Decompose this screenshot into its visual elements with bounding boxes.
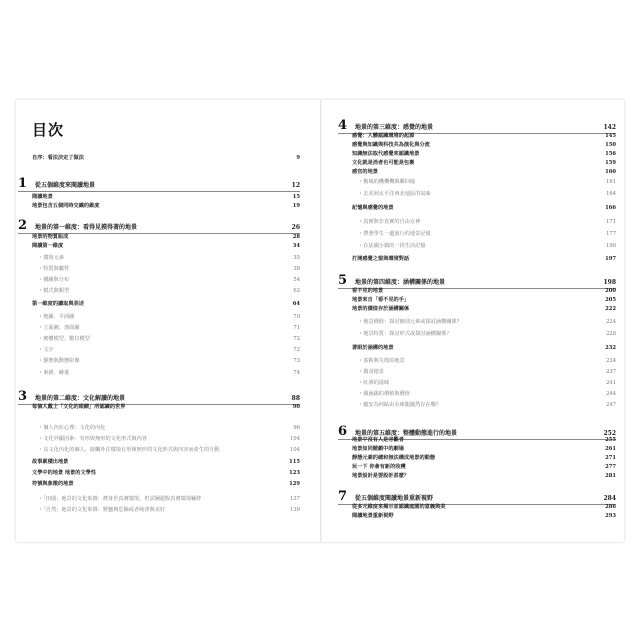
chapter-number: 2 [18,218,28,233]
entry-title: ・紅酒的滋味 [358,380,390,386]
toc-entry [352,255,616,264]
chapter-title: 從五個維度閱讀地景重新視野 [355,495,434,502]
toc-entry [32,202,300,211]
chapter-heading [18,176,300,190]
entry-page: 205 [605,297,616,303]
entry-title: 符號與象徵的地景 [32,481,74,487]
entry-title: ・文化外顯因素：有形與無形的文化形式與內容 [38,436,147,442]
toc-entry [32,233,300,242]
chapter-page: 12 [291,182,300,189]
entry-page: 123 [289,470,300,476]
entry-title: 知識無法取代感覺來認識地景 [352,151,420,157]
entry-page: 159 [605,160,616,166]
entry-title: 感覺與知識與科技共為演化與分流 [352,142,430,148]
toc-entry [32,242,300,251]
toc-entry [32,458,300,467]
entry-title: ・構圖與分布 [38,277,70,283]
entry-title: 閱讀地景 [32,194,53,200]
entry-title: 感覺：人體認識環境的起源 [352,133,415,139]
toc-entry [352,159,616,168]
entry-page: 72 [293,336,300,342]
chapter-page: 284 [603,495,616,502]
entry-title: ・地圖、平面圖 [38,314,75,320]
toc-entry [32,403,300,412]
chapter-title: 地景的第三維度：感覺的地景 [355,124,434,131]
entry-page: 145 [605,133,616,139]
toc-entry [352,305,616,314]
entry-page: 244 [606,391,616,397]
entry-page: 281 [605,473,616,479]
entry-title: ・文字 [38,347,54,353]
entry-page: 241 [606,380,616,386]
entry-title: ・真實與非真實的自由女神 [358,219,421,225]
toc-entry [352,132,616,141]
toc-entry [358,390,616,399]
toc-entry [358,357,616,366]
toc-entry [358,318,616,327]
toc-entry [358,190,616,199]
chapter-heading [18,389,300,403]
toc-entry [32,193,300,202]
entry-page: 34 [292,243,300,249]
entry-title: 地景的物質組成 [32,234,69,240]
toc-entry [352,445,616,454]
entry-title: ・在法國小鎮的一段生活記憶 [358,243,426,249]
entry-page: 104 [290,447,300,453]
entry-title: ・素描、繪畫 [38,370,70,376]
entry-page: 224 [606,319,616,325]
entry-page: 277 [605,464,616,470]
entry-title: ・實體模型、數位模型 [38,336,90,342]
entry-title: ・地景特質：探討形式或探討涵構關係？ [358,331,452,337]
entry-page: 72 [293,347,300,353]
toc-entry [352,287,616,296]
entry-title: 閱讀地景重新視野 [352,513,394,519]
entry-page: 232 [605,345,616,351]
toc-entry [38,313,300,322]
entry-title: 玩一下 你會有新的收穫 [352,464,406,470]
toc-entry [352,436,616,445]
entry-page: 237 [606,369,616,375]
entry-title: 閱讀第一維度 [32,243,64,249]
chapter-page: 26 [291,224,300,231]
entry-title: 文化就是消者也可能是包裹 [352,160,415,166]
entry-page: 190 [606,243,616,249]
entry-page: 247 [606,402,616,408]
chapter-heading [18,218,300,232]
entry-page: 71 [293,325,300,331]
entry-page: 73 [293,358,300,364]
entry-title: 文學中的地景 地景的文學性 [32,470,97,476]
toc-entry [352,296,616,305]
entry-title: ・衡城的機機機與聯回憶 [358,179,416,185]
toc-entry [38,495,300,504]
entry-title: 地景中沒有人是旁觀者 [352,437,404,443]
toc-entry [352,503,616,512]
toc-entry [38,357,300,366]
toc-entry [32,480,300,489]
entry-title: 地景設計是要設計甚麼？ [352,473,410,479]
entry-title: 地景來自「看不見的手」 [352,297,410,303]
toc-entry [352,150,616,159]
toc-entry [358,218,616,227]
entry-page: 166 [605,205,616,211]
toc-entry [352,512,616,521]
entry-title: 地景的價值存於涵構關係 [352,306,410,312]
chapter-number: 7 [338,489,348,504]
entry-title: ・去美洲太平洋西北地區的氣味 [358,191,431,197]
entry-page: 35 [293,255,300,261]
toc-entry [352,168,616,177]
entry-title: 從多元維度來揭示並認識庭園的意義與美 [352,504,446,510]
entry-page: 64 [292,301,300,307]
book-fold [320,100,322,542]
entry-title: 每個人戴上「文化的眼鏡」所認識的世界 [32,404,126,410]
toc-entry [352,454,616,463]
toc-entry [38,446,300,455]
chapter-number: 3 [18,389,28,404]
entry-page: 222 [605,306,616,312]
toc-entry [352,141,616,150]
chapter-title: 地景的第一維度：看得見摸得著的地景 [35,224,138,231]
preface-entry [32,154,300,163]
entry-title: 記憶與感覺的地景 [352,205,394,211]
entry-page: 171 [606,219,616,225]
toc-entry [38,276,300,285]
entry-page: 234 [606,358,616,364]
chapter-page: 142 [603,124,616,131]
toc-entry [358,368,616,377]
toc-entry [352,344,616,353]
entry-page: 160 [605,169,616,175]
entry-title: 第一維度的讀取與表述 [32,301,84,307]
entry-title: ・龐安為何貼由水庫龍擺然存在哪？ [358,402,442,408]
entry-page: 90 [292,404,300,410]
chapter-heading [338,118,616,132]
entry-page: 28 [292,234,300,240]
entry-page: 177 [606,231,616,237]
entry-title: ・個人內在心理：文化的內化 [38,425,106,431]
entry-title: 打開感覺之窗與環境對話 [352,256,410,262]
entry-title: 故事累積出地景 [32,459,69,465]
toc-entry [38,435,300,444]
preface-page: 9 [296,155,300,161]
entry-page: 228 [606,331,616,337]
chapter-page: 88 [291,395,300,402]
entry-page: 261 [605,446,616,452]
entry-title: 靜態元素的總和無法構成地景的動態 [352,455,436,461]
chapter-number: 6 [338,424,348,439]
entry-title: ・模式與類型 [38,288,70,294]
toc-entry [352,204,616,213]
toc-entry [38,265,300,274]
toc-entry [38,369,300,378]
entry-title: ・「田園」地景的文化象徵：農身於真實環境，但試圖超脫真實環境羈絆 [38,496,202,502]
entry-page: 104 [290,436,300,442]
entry-page: 19 [292,203,300,209]
entry-title: 著眼於涵構的地景 [352,345,394,351]
chapter-number: 4 [338,118,348,133]
entry-title: ・環境元素 [38,255,64,261]
entry-page: 286 [605,504,616,510]
preface-label: 自序：看法決定了做法 [32,155,84,161]
entry-title: ・微食地景 [358,369,384,375]
chapter-title: 地景的第二維度：文化解讀的地景 [35,395,126,402]
toc-entry [38,506,300,515]
chapter-page: 252 [603,430,616,437]
entry-title: 地景如同競劇中的劇場 [352,446,404,452]
toc-entry [358,242,616,251]
chapter-number: 5 [338,273,348,288]
entry-page: 200 [605,288,616,294]
entry-page: 115 [289,459,300,465]
toc-entry [38,254,300,263]
entry-page: 70 [293,314,300,320]
entry-page: 293 [605,513,616,519]
entry-page: 129 [289,481,300,487]
entry-title: ・立面圖、剖面圖 [38,325,80,331]
entry-page: 161 [606,179,616,185]
entry-title: 感官的地景 [352,169,378,175]
chapter-heading [338,273,616,287]
toc-entry [38,324,300,333]
toc-title: 目次 [32,121,65,139]
entry-page: 150 [605,142,616,148]
chapter-rule [18,191,300,192]
entry-title: ・地景價值：探討個別元素或探討涵構關係？ [358,319,462,325]
entry-page: 137 [290,496,300,502]
toc-entry [32,469,300,478]
toc-entry [38,335,300,344]
entry-title: ・蘊涵錫的價植與價值 [358,391,410,397]
chapter-heading [338,489,616,503]
entry-title: ・茶粕與失敗的地景 [358,358,405,364]
entry-page: 271 [605,455,616,461]
toc-entry [352,472,616,481]
chapter-page: 198 [603,279,616,286]
chapter-title: 地景的第四維度：涵構關係的地景 [355,279,446,286]
toc-entry [358,379,616,388]
chapter-number: 1 [18,176,28,191]
entry-title: 看不見的地景 [352,288,384,294]
entry-title: ・帶著學生一邊旅行的地景記憶 [358,231,431,237]
entry-page: 74 [293,370,300,376]
entry-title: ・「自然」地景的文化象徵：野蠻與危險或者純淨與美好 [38,507,166,513]
toc-entry [32,300,300,309]
toc-entry [352,463,616,472]
entry-page: 255 [605,437,616,443]
entry-title: ・具文化內化的個人，接觸外在環境有形與無形的文化形式與內容而產生的互動 [38,447,220,453]
entry-page: 96 [293,425,300,431]
toc-entry [38,287,300,296]
entry-title: ・靜態與動態影像 [38,358,80,364]
entry-page: 15 [292,194,300,200]
chapter-title: 從五個維度來閱讀地景 [35,182,96,189]
toc-entry [38,424,300,433]
entry-page: 139 [290,507,300,513]
entry-title: ・特質與屬性 [38,266,70,272]
entry-page: 197 [605,256,616,262]
entry-title: 地景包含五個同時交織的維度 [32,203,100,209]
entry-page: 54 [293,277,300,283]
chapter-title: 地景的第五維度：整體動態進行的地景 [355,430,458,437]
toc-entry [38,346,300,355]
toc-entry [358,401,616,410]
entry-page: 62 [293,288,300,294]
toc-entry [358,178,616,187]
toc-entry [358,230,616,239]
toc-entry [358,330,616,339]
entry-page: 38 [293,266,300,272]
entry-page: 164 [606,191,616,197]
entry-page: 156 [605,151,616,157]
